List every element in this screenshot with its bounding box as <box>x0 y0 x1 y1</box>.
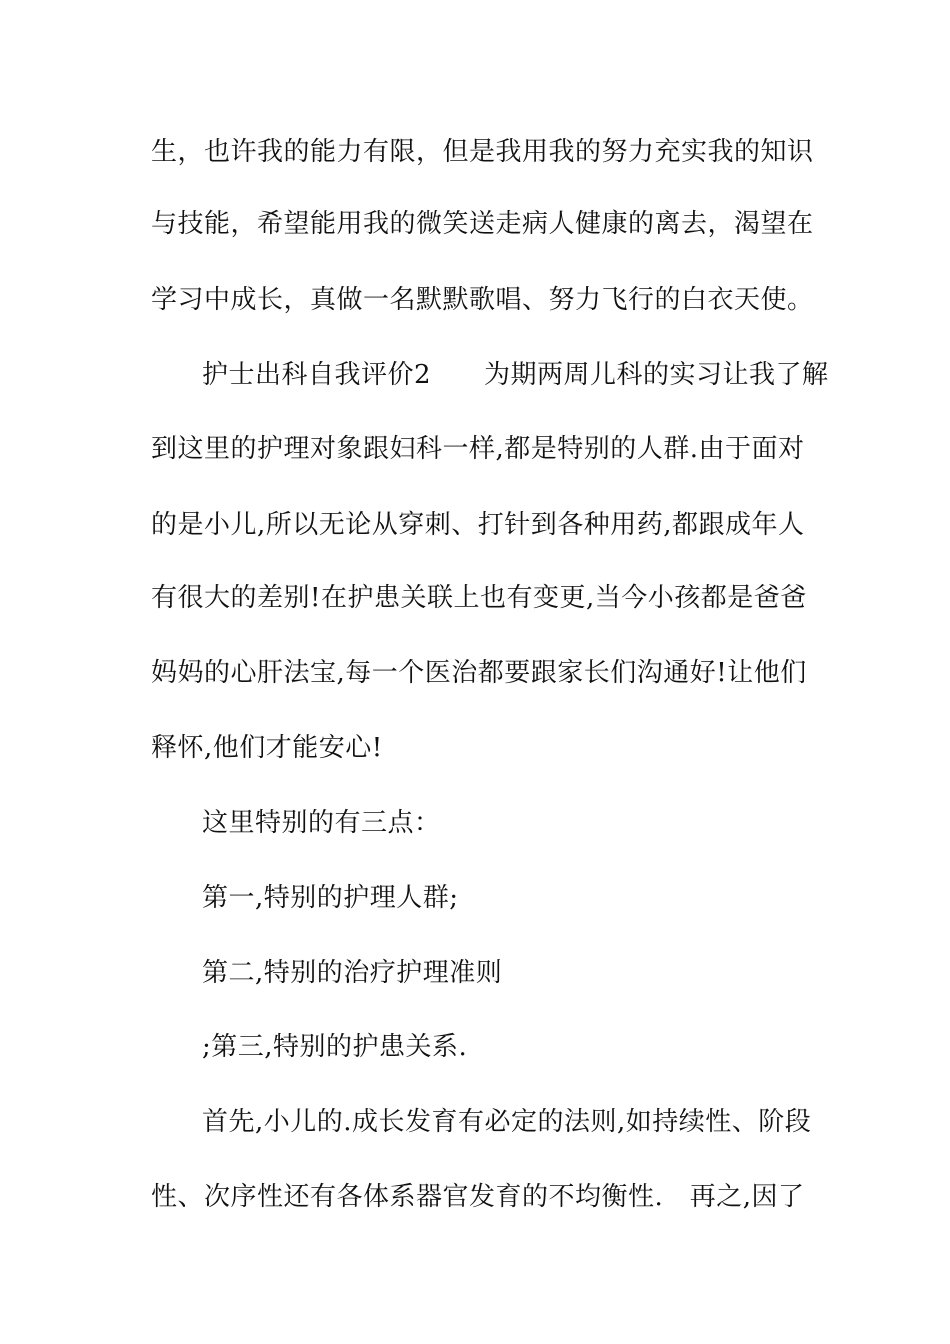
text-line-3: 学习中成长，真做一名默默歌唱、努力飞行的白衣天使。 <box>151 285 814 315</box>
text-line-15: 性、次序性还有各体系器官发育的不均衡性. 再之,因了 <box>151 1182 805 1212</box>
text-line-8: 妈妈的心肝法宝,每一个医治都要跟家长们沟通好!让他们 <box>151 658 807 688</box>
text-line-12: 第二,特别的治疗护理准则 <box>202 958 503 988</box>
text-line-13: ;第三,特别的护患关系. <box>202 1032 468 1062</box>
text-line-6: 的是小儿,所以无论从穿刺、打针到各种用药,都跟成年人 <box>151 510 805 540</box>
text-line-2: 与技能，希望能用我的微笑送走病人健康的离去，渴望在 <box>151 209 814 239</box>
text-line-1: 生，也许我的能力有限，但是我用我的努力充实我的知识 <box>151 137 814 167</box>
text-line-11: 第一,特别的护理人群; <box>202 883 459 913</box>
text-line-7: 有很大的差别!在护患关联上也有变更,当今小孩都是爸爸 <box>151 583 807 613</box>
text-line-4: 护士出科自我评价2 为期两周儿科的实习让我了解 <box>202 360 829 390</box>
text-line-9: 释怀,他们才能安心! <box>151 733 383 763</box>
text-line-14: 首先,小儿的.成长发育有必定的法则,如持续性、阶段 <box>202 1107 812 1137</box>
text-line-10: 这里特别的有三点： <box>202 808 441 838</box>
text-line-5: 到这里的护理对象跟妇科一样,都是特别的人群.由于面对 <box>151 434 805 464</box>
